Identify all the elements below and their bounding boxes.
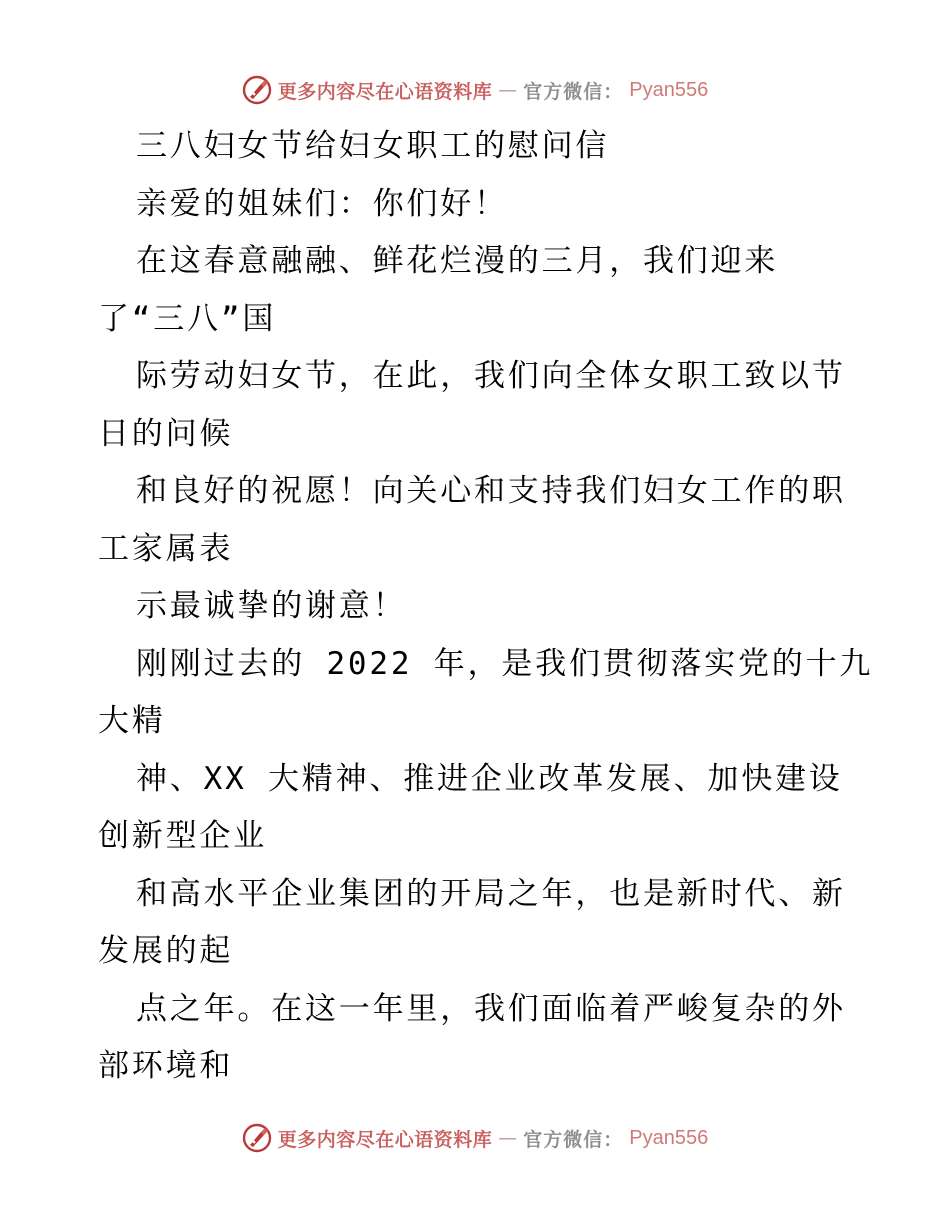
text-line: 和高水平企业集团的开局之年，也是新时代、新 xyxy=(136,875,846,912)
pen-nib-logo-icon xyxy=(242,1123,272,1153)
text-line: 了“三八”国 xyxy=(98,300,277,337)
letter-title: 三八妇女节给妇女职工的慰问信 xyxy=(136,128,610,164)
banner-content xyxy=(242,1123,709,1153)
header-banner xyxy=(0,70,950,110)
banner-wechat-id: Pyan556 xyxy=(629,1126,709,1149)
text-line: 点之年。在这一年里，我们面临着严峻复杂的外 xyxy=(136,990,846,1027)
text-line: 日的问候 xyxy=(98,415,234,452)
text-line: 工家属表 xyxy=(98,530,234,567)
banner-wechat-id: Pyan556 xyxy=(629,78,709,101)
footer-banner xyxy=(0,1118,950,1158)
text-line: 示最诚挚的谢意！ xyxy=(136,588,407,624)
banner-wechat-label: 官方微信： xyxy=(523,1128,624,1151)
pen-nib-logo-icon xyxy=(242,75,272,105)
text-line: 和良好的祝愿！向关心和支持我们妇女工作的职 xyxy=(136,473,846,509)
banner-main-text: 更多内容尽在心语资料库 xyxy=(277,1128,493,1151)
banner-main-text: 更多内容尽在心语资料库 xyxy=(277,80,493,103)
text-line: 刚刚过去的 2022 年，是我们贯彻落实党的十九 xyxy=(136,645,874,682)
banner-content xyxy=(242,75,709,105)
text-line: 亲爱的姐妹们：你们好！ xyxy=(136,185,508,222)
banner-dash: — xyxy=(498,1127,518,1149)
banner-wechat-label: 官方微信： xyxy=(523,80,624,103)
text-line: 大精 xyxy=(98,703,166,739)
text-line: 际劳动妇女节，在此，我们向全体女职工致以节 xyxy=(136,358,846,394)
letter-body xyxy=(0,118,950,1096)
banner-dash: — xyxy=(498,79,518,101)
text-line: 在这春意融融、鲜花烂漫的三月，我们迎来 xyxy=(136,243,779,279)
text-line: 创新型企业 xyxy=(98,818,267,854)
text-line: 部环境和 xyxy=(98,1048,234,1084)
text-line: 神、XX 大精神、推进企业改革发展、加快建设 xyxy=(136,760,843,797)
text-line: 发展的起 xyxy=(98,933,234,969)
